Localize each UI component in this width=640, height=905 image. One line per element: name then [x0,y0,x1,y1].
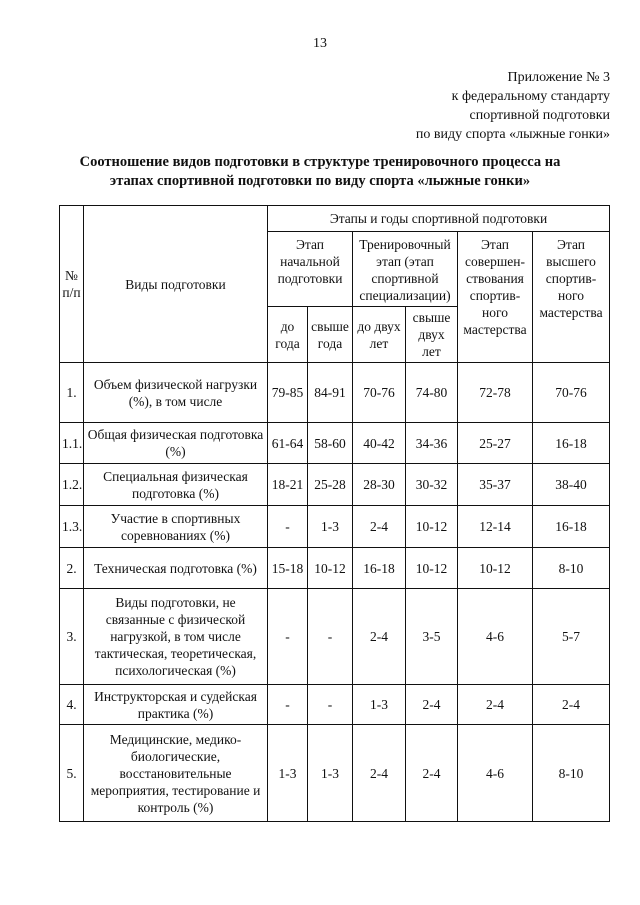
row-type: Виды подготовки, не связанные с физической нагрузкой, в том числе тактическая, теоретическая, психологическая (%) [84,589,268,685]
table-row [60,548,610,589]
cell-value: 30-32 [406,464,458,506]
cell-value: 79-85 [268,363,308,423]
cell-value: 5-7 [533,589,610,685]
appendix-block [416,68,610,144]
cell-value: 10-12 [406,548,458,589]
row-num: 1.3. [60,506,84,548]
header-initial-over-year: свыше года [308,307,353,363]
cell-value: 74-80 [406,363,458,423]
table-row [60,725,610,822]
row-type: Техническая подготовка (%) [84,548,268,589]
cell-value: 4-6 [458,725,533,822]
table-row [60,464,610,506]
table-row [60,363,610,423]
cell-value: 35-37 [458,464,533,506]
row-num: 4. [60,685,84,725]
cell-value: 8-10 [533,725,610,822]
cell-value: - [268,506,308,548]
title-line: этапах спортивной подготовки по виду спорта «лыжные гонки» [109,173,531,189]
cell-value: 16-18 [533,423,610,464]
cell-value: 58-60 [308,423,353,464]
header-stage-perfection: Этап совершен-ствования спортив-ного мастерства [458,232,533,363]
cell-value: 3-5 [406,589,458,685]
document-title [40,153,600,191]
cell-value: 12-14 [458,506,533,548]
cell-value: 8-10 [533,548,610,589]
title-line: Соотношение видов подготовки в структуре тренировочного процесса на [79,154,561,170]
table-row [60,589,610,685]
table-row [60,423,610,464]
cell-value: 2-4 [458,685,533,725]
cell-value: 2-4 [353,725,406,822]
row-num: 3. [60,589,84,685]
row-type: Объем физической нагрузки (%), в том числе [84,363,268,423]
cell-value: 10-12 [406,506,458,548]
cell-value: 18-21 [268,464,308,506]
row-num: 1.1. [60,423,84,464]
cell-value: 70-76 [353,363,406,423]
cell-value: 28-30 [353,464,406,506]
appendix-line: Приложение № 3 [507,70,610,85]
cell-value: 25-28 [308,464,353,506]
cell-value: 10-12 [458,548,533,589]
cell-value: 25-27 [458,423,533,464]
cell-value: 34-36 [406,423,458,464]
cell-value: 2-4 [533,685,610,725]
appendix-line: спортивной подготовки [469,108,610,123]
cell-value: 70-76 [533,363,610,423]
cell-value: 10-12 [308,548,353,589]
table-row [60,506,610,548]
header-training-upto-two: до двух лет [353,307,406,363]
header-training-over-two: свыше двух лет [406,307,458,363]
row-type: Инструкторская и судейская практика (%) [84,685,268,725]
row-type: Медицинские, медико-биологические, восстановительные мероприятия, тестирование и контроль (%) [84,725,268,822]
appendix-line: по виду спорта «лыжные гонки» [415,127,610,142]
cell-value: 2-4 [353,589,406,685]
row-type: Специальная физическая подготовка (%) [84,464,268,506]
cell-value: 40-42 [353,423,406,464]
cell-value: 1-3 [268,725,308,822]
header-num: № п/п [60,206,84,363]
preparation-table [59,205,610,822]
cell-value: - [308,685,353,725]
header-types: Виды подготовки [84,206,268,363]
cell-value: 2-4 [406,685,458,725]
header-stages-group: Этапы и годы спортивной подготовки [268,206,610,232]
header-stage-highest: Этап высшего спортив-ного мастерства [533,232,610,363]
table-row [60,685,610,725]
cell-value: 1-3 [353,685,406,725]
cell-value: 2-4 [406,725,458,822]
page-number: 13 [313,36,327,51]
cell-value: 2-4 [353,506,406,548]
row-num: 5. [60,725,84,822]
cell-value: 1-3 [308,725,353,822]
header-initial-upto-year: до года [268,307,308,363]
cell-value: 84-91 [308,363,353,423]
cell-value: 15-18 [268,548,308,589]
header-stage-initial: Этап начальной подготовки [268,232,353,307]
cell-value: - [308,589,353,685]
row-num: 1. [60,363,84,423]
cell-value: 61-64 [268,423,308,464]
cell-value: 1-3 [308,506,353,548]
row-type: Участие в спортивных соревнованиях (%) [84,506,268,548]
header-stage-training: Тренировочный этап (этап спортивной специализации) [353,232,458,307]
row-type: Общая физическая подготовка (%) [84,423,268,464]
cell-value: - [268,589,308,685]
appendix-line: к федеральному стандарту [451,89,610,104]
cell-value: 72-78 [458,363,533,423]
cell-value: 16-18 [353,548,406,589]
cell-value: 38-40 [533,464,610,506]
row-num: 1.2. [60,464,84,506]
cell-value: 16-18 [533,506,610,548]
cell-value: 4-6 [458,589,533,685]
cell-value: - [268,685,308,725]
row-num: 2. [60,548,84,589]
